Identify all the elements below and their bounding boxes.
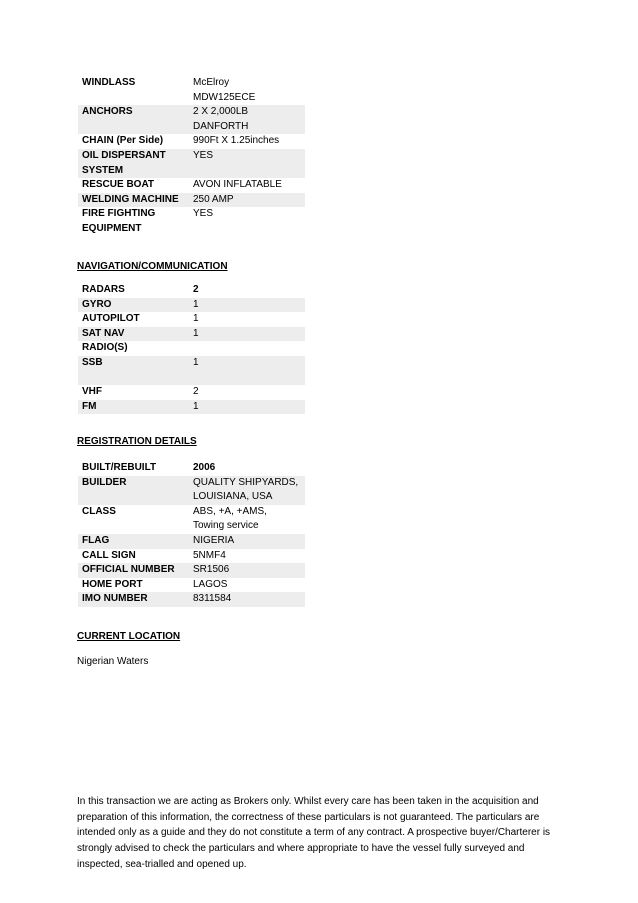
row-label: CLASS: [82, 505, 116, 517]
disclaimer-paragraph: In this transaction we are acting as Brokers only. Whilst every care has been taken in the acquisition and preparation of this information, the correctness of these particulars is not guaranteed. The particulars are intended only as a guide and they do not constitute a term of any contract. A prospective buyer/Charterer is strongly advised to check the particulars and where appropriate to have the vessel fully surveyed and inspected, sea-trialled and opened up.: [77, 796, 551, 870]
table-row: [78, 534, 305, 549]
table-row: [78, 461, 305, 476]
table-row: [78, 563, 305, 578]
table-row: [78, 341, 305, 356]
row-label: BUILT/REBUILT: [82, 462, 157, 473]
equipment-table: [78, 76, 305, 237]
row-value: 8311584: [189, 592, 305, 607]
row-label: CHAIN (Per Side): [82, 135, 164, 147]
row-value: 1: [193, 313, 199, 325]
table-row: [78, 592, 305, 607]
row-label: WINDLASS: [82, 77, 136, 88]
location-text: Nigerian Waters: [77, 656, 149, 667]
row-label: SSB: [78, 356, 189, 385]
row-value: 2: [193, 284, 199, 295]
row-label: RESCUE BOAT: [82, 179, 155, 191]
row-label: CALL SIGN: [82, 549, 136, 561]
row-value: YES: [193, 208, 214, 220]
registration-heading: REGISTRATION DETAILS: [77, 436, 197, 447]
location-heading: CURRENT LOCATION: [77, 631, 181, 642]
row-label: BUILDER: [78, 476, 189, 505]
row-value: 1: [189, 400, 305, 415]
row-value: QUALITY SHIPYARDS, LOUISIANA, USA: [189, 476, 305, 505]
row-value: 1: [189, 327, 305, 342]
row-value: ABS, +A, +AMS, Towing service: [193, 505, 267, 532]
table-row: [78, 283, 305, 298]
row-label: AUTOPILOT: [82, 313, 140, 325]
row-label: RADIO(S): [82, 342, 128, 354]
row-label: IMO NUMBER: [78, 592, 189, 607]
table-row: [78, 134, 305, 149]
row-value: 2: [193, 385, 199, 397]
table-row: [78, 178, 305, 193]
table-row: [78, 312, 305, 327]
table-row: [78, 149, 305, 178]
row-label: SAT NAV: [78, 327, 189, 342]
table-row: [78, 476, 305, 505]
row-value: NIGERIA: [189, 534, 305, 549]
row-value: 1: [189, 298, 305, 313]
row-value: 990Ft X 1.25inches: [193, 135, 280, 147]
row-value: SR1506: [189, 563, 305, 578]
row-value: 2006: [193, 462, 216, 473]
row-label: ANCHORS: [78, 105, 189, 134]
row-value: YES: [189, 149, 305, 178]
row-label: VHF: [82, 385, 102, 397]
row-label: FLAG: [78, 534, 189, 549]
table-row: [78, 327, 305, 342]
navigation-table: [78, 283, 305, 414]
row-value: LAGOS: [193, 578, 228, 590]
table-row: [78, 193, 305, 208]
row-value: [189, 341, 305, 356]
row-label: OFFICIAL NUMBER: [78, 563, 189, 578]
row-label: WELDING MACHINE: [78, 193, 189, 208]
table-row: [78, 400, 305, 415]
table-row: [78, 298, 305, 313]
row-label: FM: [78, 400, 189, 415]
table-row: [78, 505, 305, 534]
table-row: [78, 549, 305, 564]
table-row: [78, 356, 305, 385]
row-value: 2 X 2,000LB DANFORTH: [189, 105, 305, 134]
row-label: OIL DISPERSANT SYSTEM: [78, 149, 189, 178]
table-row: [78, 385, 305, 400]
navigation-heading: NAVIGATION/COMMUNICATION: [77, 261, 228, 272]
row-value: McElroy MDW125ECE: [193, 77, 256, 103]
row-label: HOME PORT: [82, 578, 143, 590]
table-row: [78, 207, 305, 236]
row-value: AVON INFLATABLE: [193, 179, 282, 191]
registration-table: [78, 461, 305, 607]
row-label: RADARS: [82, 284, 125, 295]
table-row: [78, 578, 305, 593]
row-value: 5NMF4: [193, 549, 226, 561]
row-value: 1: [189, 356, 305, 385]
table-row: [78, 105, 305, 134]
row-value: 250 AMP: [189, 193, 305, 208]
table-row: [78, 76, 305, 105]
row-label: GYRO: [78, 298, 189, 313]
row-label: FIRE FIGHTING EQUIPMENT: [82, 208, 156, 234]
